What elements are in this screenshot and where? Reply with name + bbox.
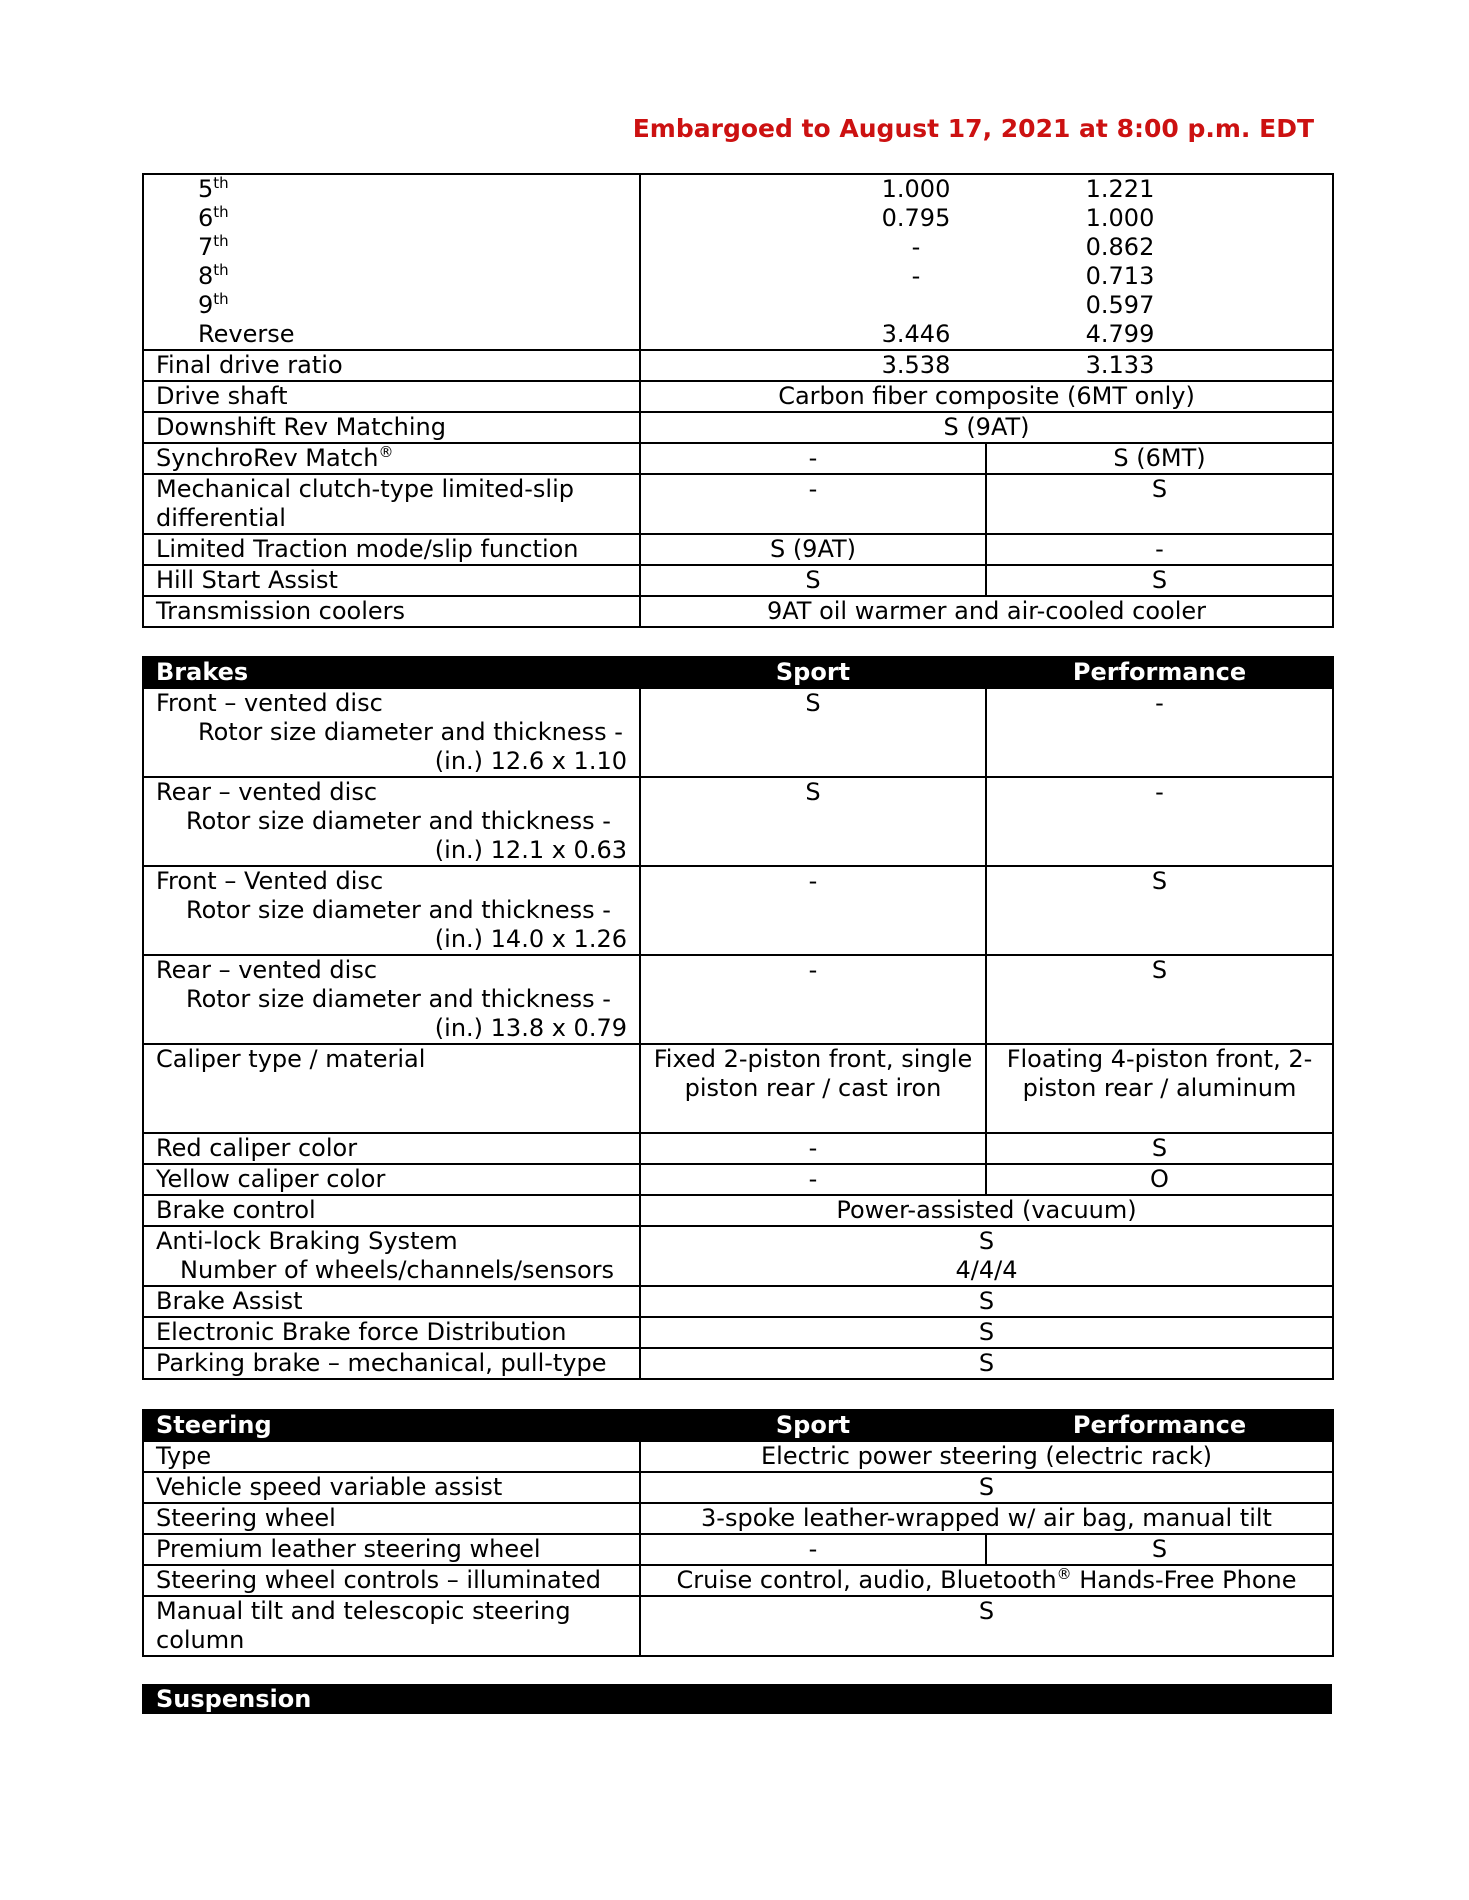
caliper-row: Caliper type / material Fixed 2-piston front, single piston rear / cast iron Floating 4-piston front, 2-piston rear / aluminum: [143, 1044, 1333, 1133]
red-caliper-row: Red caliper color - S: [143, 1133, 1333, 1164]
steering-type-row: Type Electric power steering (electric rack): [143, 1441, 1333, 1472]
brake-assist-row: Brake Assist S: [143, 1286, 1333, 1317]
embargo-notice: Embargoed to August 17, 2021 at 8:00 p.m. EDT: [632, 114, 1314, 143]
brake-control-row: Brake control Power-assisted (vacuum): [143, 1195, 1333, 1226]
gear-label-7: 7th: [198, 232, 229, 261]
gear-ratios-row: [143, 174, 1333, 350]
steering-header-row: [143, 1410, 1333, 1441]
gear-label-9: 9th: [198, 290, 229, 319]
steering-title: Steering: [143, 1410, 640, 1441]
steering-sport-header: Sport: [640, 1410, 986, 1441]
gear-values-cell: 1.000 1.221 0.795 1.000 - 0.862 - 0.713 0.597 3.446 4.799: [640, 174, 1333, 350]
wheel-controls-row: Steering wheel controls – illuminated Cruise control, audio, Bluetooth® Hands-Free Phone: [143, 1565, 1333, 1596]
coolers-row: Transmission coolers 9AT oil warmer and air-cooled cooler: [143, 596, 1333, 627]
gear-label-8: 8th: [198, 261, 229, 290]
front-disc-sport-row: Front – vented disc Rotor size diameter and thickness - (in.) 12.6 x 1.10 S -: [143, 688, 1333, 777]
downshift-row: Downshift Rev Matching S (9AT): [143, 412, 1333, 443]
steering-performance-header: Performance: [986, 1410, 1333, 1441]
traction-row: Limited Traction mode/slip function S (9AT) -: [143, 534, 1333, 565]
hill-start-row: Hill Start Assist S S: [143, 565, 1333, 596]
drivetrain-table: [142, 173, 1334, 628]
brakes-header-row: [143, 657, 1333, 688]
front-disc-perf-row: Front – Vented disc Rotor size diameter and thickness - (in.) 14.0 x 1.26 - S: [143, 866, 1333, 955]
gear-label-reverse: Reverse: [198, 320, 295, 348]
rear-disc-sport-row: Rear – vented disc Rotor size diameter and thickness - (in.) 12.1 x 0.63 S -: [143, 777, 1333, 866]
gear-label-6: 6th: [198, 203, 229, 232]
parking-brake-row: Parking brake – mechanical, pull-type S: [143, 1348, 1333, 1379]
sport-header: Sport: [640, 657, 986, 688]
steering-wheel-row: Steering wheel 3-spoke leather-wrapped w/ air bag, manual tilt: [143, 1503, 1333, 1534]
steering-table: [142, 1409, 1334, 1657]
synchrorev-row: SynchroRev Match® - S (6MT): [143, 443, 1333, 474]
tilt-row: Manual tilt and telescopic steering column S: [143, 1596, 1333, 1656]
gear-labels-cell: [143, 174, 640, 350]
yellow-caliper-row: Yellow caliper color - O: [143, 1164, 1333, 1195]
premium-wheel-row: Premium leather steering wheel - S: [143, 1534, 1333, 1565]
vsva-row: Vehicle speed variable assist S: [143, 1472, 1333, 1503]
performance-header: Performance: [986, 657, 1333, 688]
ebd-row: Electronic Brake force Distribution S: [143, 1317, 1333, 1348]
abs-row: Anti-lock Braking System Number of wheels/channels/sensors S 4/4/4: [143, 1226, 1333, 1286]
drive-shaft-row: Drive shaft Carbon fiber composite (6MT only): [143, 381, 1333, 412]
suspension-header: Suspension: [142, 1684, 1332, 1714]
brakes-title: Brakes: [143, 657, 640, 688]
lsd-row: Mechanical clutch-type limited-slip differential - S: [143, 474, 1333, 534]
final-drive-row: Final drive ratio 3.538 3.133: [143, 350, 1333, 381]
gear-label-5: 5th: [198, 174, 229, 203]
rear-disc-perf-row: Rear – vented disc Rotor size diameter and thickness - (in.) 13.8 x 0.79 - S: [143, 955, 1333, 1044]
brakes-table: [142, 656, 1334, 1380]
